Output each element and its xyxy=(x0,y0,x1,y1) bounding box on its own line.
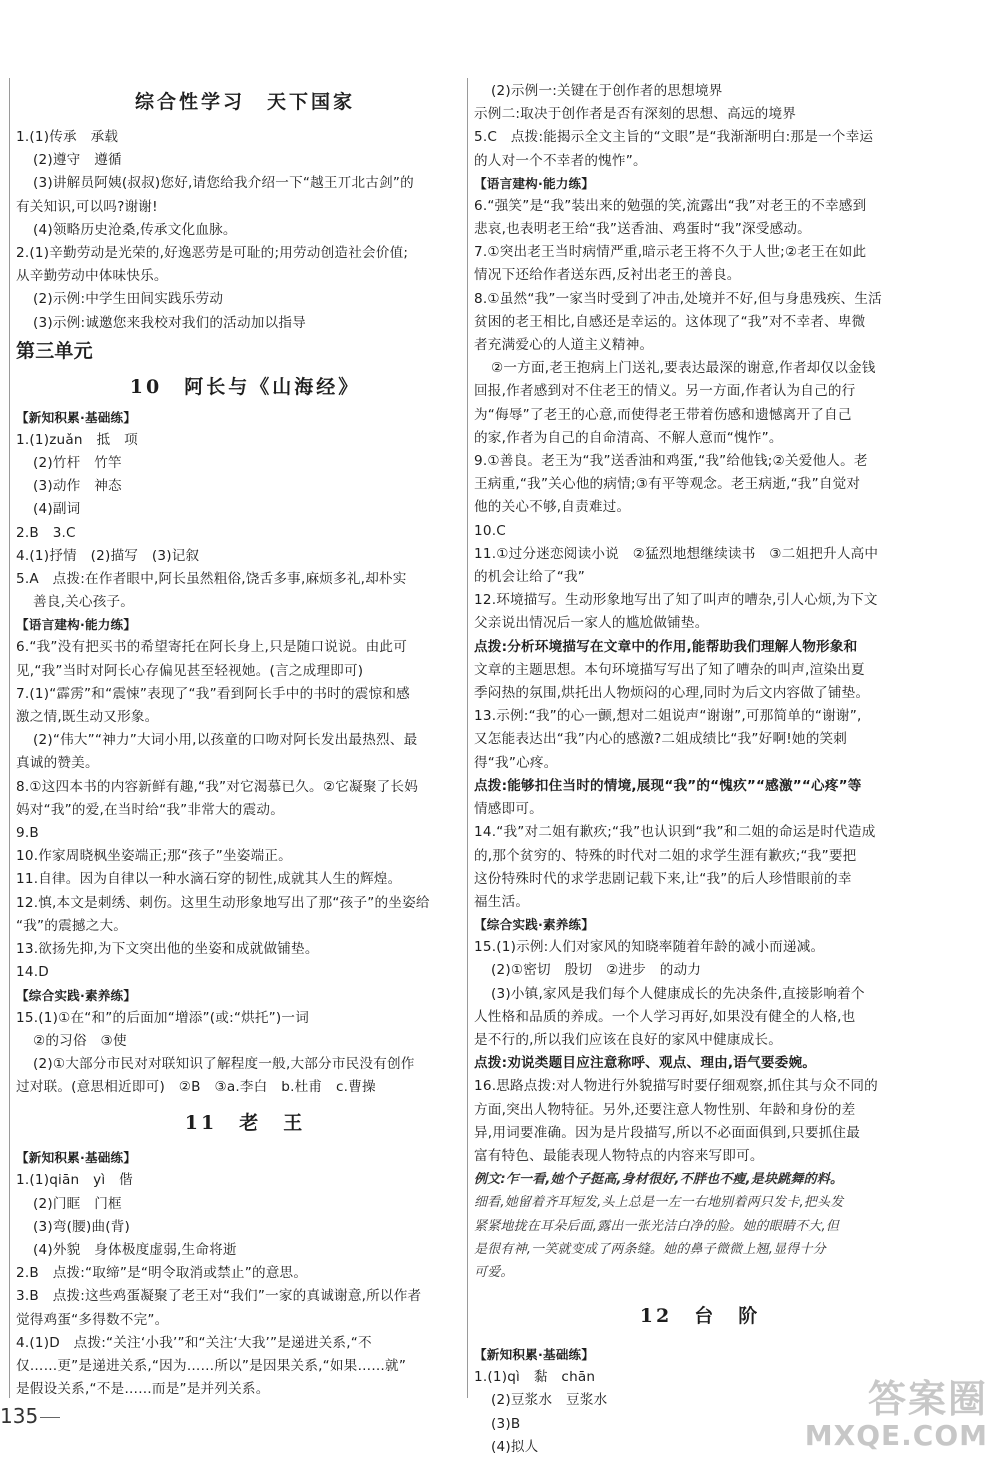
answer-line: 仅……更”是递进关系,“因为……所以”是因果关系,“如果……就” xyxy=(16,1357,407,1374)
answer-line: 他的关心不够,自责难过。 xyxy=(474,499,631,516)
answer-line: 14.D xyxy=(16,964,49,981)
section-label: 【综合实践·素养练】 xyxy=(474,917,595,933)
answer-line: 点拨:能够扣住当时的情境,展现“我”的“愧疚”“感激”“心疼”等 xyxy=(474,777,862,794)
answer-line: 是假设关系,“不是……而是”是并列关系。 xyxy=(16,1381,270,1398)
answer-line: 8.①这四本书的内容新鲜有趣,“我”对它渴慕已久。②它凝聚了长妈 xyxy=(16,778,418,795)
answer-line: 人性格和品质的养成。一个人学习再好,如果没有健全的人格,也 xyxy=(474,1008,856,1025)
answer-line: 者充满爱心的人道主义精神。 xyxy=(474,337,654,354)
answer-line: 15.(1)①在“和”的后面加“增添”(或:“烘托”)一词 xyxy=(16,1009,310,1026)
answer-line: 7.①突出老王当时病情严重,暗示老王将不久于人世;②老王在如此 xyxy=(474,244,867,261)
unit-heading: 第三单元 xyxy=(16,339,93,362)
answer-line: 为“侮辱”了老王的心意,而使得老王带着伤感和遗憾离开了自己 xyxy=(474,406,852,423)
answer-line: 9.B xyxy=(16,825,39,842)
answer-line: 1.(1)qì 黏 chān xyxy=(474,1369,596,1386)
answer-line: 4.(1)D 点拨:“关注‘小我’”和“关注‘大我’”是递进关系,“不 xyxy=(16,1334,372,1351)
answer-line: 从辛勤劳动中体味快乐。 xyxy=(16,268,168,285)
answer-line: 情况下还给作者送东西,反衬出老王的善良。 xyxy=(474,267,741,284)
answer-line: 方面,突出人物特征。另外,还要注意人物性别、年龄和身份的差 xyxy=(474,1101,856,1118)
answer-line: (2)竹杆 竹竿 xyxy=(33,455,122,472)
right-column xyxy=(474,80,926,1459)
answer-line: (2)豆浆水 豆浆水 xyxy=(491,1392,608,1409)
answer-line: (2)①密切 殷切 ②进步 的动力 xyxy=(491,962,702,979)
answer-line: (4)外貌 身体极度虚弱,生命将逝 xyxy=(33,1241,237,1258)
answer-line: 妈对“我”的爱,在当时给“我”非常大的震动。 xyxy=(16,801,284,818)
page-number-dash xyxy=(40,1417,60,1418)
answer-line: 1.(1)qiān yì 偕 xyxy=(16,1172,133,1189)
answer-line: 得“我”心疼。 xyxy=(474,754,558,771)
page-number: 135 xyxy=(0,1404,39,1428)
answer-line: (2)示例一:关键在于创作者的思想境界 xyxy=(491,83,723,99)
answer-line: 2.B 3.C xyxy=(16,524,76,541)
answer-line: 激之情,既生动又形象。 xyxy=(16,709,159,726)
answer-line: 回报,作者感到对不住老王的情义。另一方面,作者认为自己的行 xyxy=(474,383,856,400)
answer-line: 3.B 点拨:这些鸡蛋凝聚了老王对“我们”一家的真诚谢意,所以作者 xyxy=(16,1288,422,1305)
lesson-title: 12 台 阶 xyxy=(639,1305,761,1328)
answer-line: 8.①虽然“我”一家当时受到了冲击,处境并不好,但与身患残疾、生活 xyxy=(474,290,882,307)
answer-line: (2)遵守 遵循 xyxy=(33,152,122,169)
answer-line: 11.自律。因为自律以一种水滴石穿的韧性,成就其人生的辉煌。 xyxy=(16,871,402,888)
answer-line: (3)讲解员阿姨(叔叔)您好,请您给我介绍一下“越王丌北古剑”的 xyxy=(33,175,414,192)
answer-line: 4.(1)抒情 (2)描写 (3)记叙 xyxy=(16,547,200,564)
answer-line: 季闷热的氛围,烘托出人物烦闷的心理,同时为后文内容做了铺垫。 xyxy=(474,685,870,702)
answer-line: (2)“伟大”“神力”大词小用,以孩童的口吻对阿长发出最热烈、最 xyxy=(33,732,418,749)
answer-line: 10.作家周晓枫坐姿端正;那“孩子”坐姿端正。 xyxy=(16,848,292,865)
answer-line: 王病重,“我”关心他的病情;③有平等观念。老王病逝,“我”自觉对 xyxy=(474,476,861,493)
answer-line: (3)B xyxy=(491,1415,521,1432)
section-label: 【新知积累·基础练】 xyxy=(16,1150,137,1166)
answer-line: 又怎能表达出“我”内心的感激?二姐成绩比“我”好啊!她的笑刺 xyxy=(474,731,848,748)
essay-line: 例文:乍一看,她个子挺高,身材很好,不胖也不瘦,是块跳舞的料。 xyxy=(474,1172,844,1188)
answer-line: 善良,关心孩子。 xyxy=(33,594,135,611)
answer-line: 点拨:劝说类题目应注意称呼、观点、理由,语气要委婉。 xyxy=(474,1055,817,1072)
answer-line: 有关知识,可以吗?谢谢! xyxy=(16,198,158,215)
answer-line: 12.环境描写。生动形象地写出了知了叫声的嘈杂,引人心烦,为下文 xyxy=(474,592,878,609)
answer-line: 13.示例:“我”的心一颤,想对二姐说声“谢谢”,可那简单的“谢谢”, xyxy=(474,708,862,725)
answer-line: 真诚的赞美。 xyxy=(16,755,99,772)
column-rule-left xyxy=(9,78,10,1398)
answer-line: 2.B 点拨:“取缔”是“明令取消或禁止”的意思。 xyxy=(16,1265,308,1282)
answer-line: (3)动作 神态 xyxy=(33,478,122,495)
section-label: 【语言建构·能力练】 xyxy=(16,617,137,633)
answer-line: 的人对一个不幸者的愧怍”。 xyxy=(474,152,647,169)
answer-line: 见,“我”当时对阿长心存偏见甚至轻视她。(言之成理即可) xyxy=(16,662,364,679)
answer-line: (3)示例:诚邀您来我校对我们的活动加以指导 xyxy=(33,314,306,331)
answer-line: 父亲说出情况后一家人的尴尬做铺垫。 xyxy=(474,615,709,632)
answer-line: 示例二:取决于创作者是否有深刻的思想、高远的境界 xyxy=(474,106,797,123)
essay-line: 是很有神,一笑就变成了两条缝。她的鼻子微微上翘,显得十分 xyxy=(474,1241,826,1257)
answer-line: 5.A 点拨:在作者眼中,阿长虽然粗俗,饶舌多事,麻烦多礼,却朴实 xyxy=(16,571,407,588)
answer-line: 富有特色、最能表现人物特点的内容来写即可。 xyxy=(474,1147,764,1164)
answer-line: 的机会让给了“我” xyxy=(474,569,586,586)
answer-line: 7.(1)“霹雳”和“震悚”表现了“我”看到阿长手中的书时的震惊和感 xyxy=(16,685,410,702)
answer-line: 6.“我”没有把买书的希望寄托在阿长身上,只是随口说说。由此可 xyxy=(16,639,408,656)
watermark-logo: 答案圈 xyxy=(867,1377,988,1421)
answer-line: 1.(1)传承 承载 xyxy=(16,129,119,145)
answer-line: (4)领略历史沧桑,传承文化血脉。 xyxy=(33,221,237,238)
answer-line: 15.(1)示例:人们对家风的知晓率随着年龄的减小而递减。 xyxy=(474,939,825,956)
answer-line: 福生活。 xyxy=(474,893,530,910)
answer-line: (2)①大部分市民对对联知识了解程度一般,大部分市民没有创作 xyxy=(33,1055,415,1072)
answer-line: (3)小镇,家风是我们每个人健康成长的先决条件,直接影响着个 xyxy=(491,985,865,1002)
answer-line: 11.①过分迷恋阅读小说 ②猛烈地想继续读书 ③二姐把升人高中 xyxy=(474,545,879,562)
answer-line: (4)副词 xyxy=(33,501,81,518)
section-label: 【新知积累·基础练】 xyxy=(16,409,137,425)
answer-line: 的,那个贫穷的、特殊的时代对二姐的求学生涯有歉疚;“我”要把 xyxy=(474,847,857,864)
answer-line: 异,用词要准确。因为是片段描写,所以不必面面俱到,只要抓住最 xyxy=(474,1124,860,1141)
answer-line: 1.(1)zuǎn 抵 项 xyxy=(16,431,138,448)
answer-line: 9.①善良。老王为“我”送香油和鸡蛋,“我”给他钱;②关爱他人。老 xyxy=(474,453,868,470)
lesson-title: 10 阿长与《山海经》 xyxy=(129,375,361,398)
answer-line: 这份特殊时代的求学悲剧记载下来,让“我”的后人珍惜眼前的幸 xyxy=(474,870,852,887)
answer-line: 14.“我”对二姐有歉疚;“我”也认识到“我”和二姐的命运是时代造成 xyxy=(474,824,876,841)
answer-line: 16.思路点拨:对人物进行外貌描写时要仔细观察,抓住其与众不同的 xyxy=(474,1078,878,1095)
section-label: 【新知积累·基础练】 xyxy=(474,1347,595,1363)
section-label: 【综合实践·素养练】 xyxy=(16,987,137,1003)
answer-line: 12.慎,本文是刺绣、刺伤。这里生动形象地写出了那“孩子”的坐姿给 xyxy=(16,894,430,911)
answer-line: 6.“强笑”是“我”装出来的勉强的笑,流露出“我”对老王的不幸感到 xyxy=(474,197,867,214)
answer-line: 2.(1)辛勤劳动是光荣的,好逸恶劳是可耻的;用劳动创造社会价值; xyxy=(16,245,409,262)
answer-line: (2)门眶 门框 xyxy=(33,1195,122,1212)
answer-line: 点拨:分析环境描写在文章中的作用,能帮助我们理解人物形象和 xyxy=(474,638,858,655)
answer-line: 5.C 点拨:能揭示全文主旨的“文眼”是“我渐渐明白:那是一个幸运 xyxy=(474,129,874,146)
essay-line: 可爱。 xyxy=(474,1264,514,1280)
answer-line: “我”的震撼之大。 xyxy=(16,917,128,934)
answer-line: ②一方面,老王抱病上门送礼,要表达最深的谢意,作者却仅以金钱 xyxy=(491,360,876,377)
answer-line: (3)弯(腰)曲(背) xyxy=(33,1218,131,1235)
answer-line: 文章的主题思想。本句环境描写写出了知了嘈杂的叫声,渲染出夏 xyxy=(474,661,865,678)
lesson-title: 11 老 王 xyxy=(184,1112,306,1135)
answer-line: (2)示例:中学生田间实践乐劳动 xyxy=(33,291,224,308)
essay-line: 紧紧地拢在耳朵后面,露出一张光洁白净的脸。她的眼睛不大,但 xyxy=(474,1218,840,1234)
answer-line: 情感即可。 xyxy=(474,801,543,818)
answer-line: 过对联。(意思相近即可) ②B ③a.李白 b.杜甫 c.曹操 xyxy=(16,1079,376,1096)
answer-line: 13.欲扬先抑,为下文突出他的坐姿和成就做铺垫。 xyxy=(16,941,319,958)
watermark-url: MXQE.COM xyxy=(804,1419,988,1452)
section-label: 【语言建构·能力练】 xyxy=(474,175,595,191)
answer-line: 觉得鸡蛋“多得数不完”。 xyxy=(16,1311,169,1328)
section-title: 综合性学习 天下国家 xyxy=(134,91,355,113)
answer-line: 是不行的,所以我们应该在良好的家风中健康成长。 xyxy=(474,1031,782,1048)
answer-line: (4)拟人 xyxy=(491,1438,539,1455)
answer-line: 贫困的老王相比,自感还是幸运的。这体现了“我”对不幸者、卑微 xyxy=(474,313,866,330)
essay-line: 细看,她留着齐耳短发,头上总是一左一右地别着两只发卡,把头发 xyxy=(474,1195,844,1211)
watermark xyxy=(805,1368,988,1452)
answer-line: 的家,作者为自己的自命清高、不解人意而“愧怍”。 xyxy=(474,429,783,446)
left-column xyxy=(16,82,474,1401)
answer-line: 10.C xyxy=(474,522,506,539)
answer-line: 悲哀,也表明老王给“我”送香油、鸡蛋时“我”深受感动。 xyxy=(474,221,811,238)
answer-line: ②的习俗 ③使 xyxy=(33,1032,127,1049)
